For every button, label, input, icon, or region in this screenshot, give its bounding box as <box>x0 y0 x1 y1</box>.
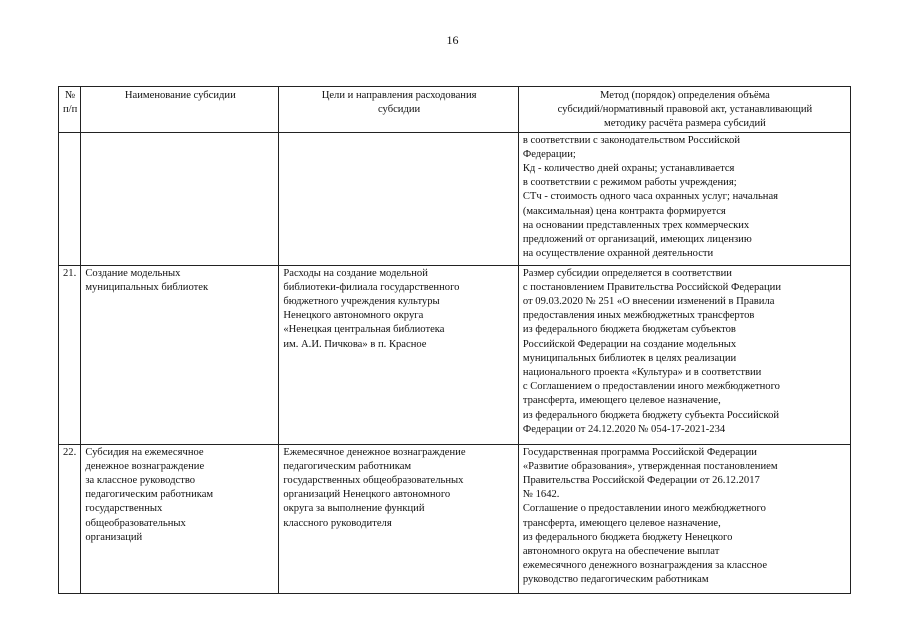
header-method: Метод (порядок) определения объёма субсидий/нормативный правовой акт, устанавливающий методику расчёта размера субсидий <box>518 87 850 133</box>
cell-goals: Расходы на создание модельной библиотеки-филиала государственного бюджетного учреждения культуры Ненецкого автономного округа «Ненецкая центральная библиотека им. А.И. Пичкова» в п. Красное <box>279 265 519 444</box>
table-row <box>59 132 851 265</box>
cell-method: в соответствии с законодательством Российской Федерации; Кд - количество дней охраны; устанавливается в соответствии с режимом работы учреждения; СТч - стоимость одного часа охранных услуг; начальная (максимальная) цена контракта формируется на основании представленных трех коммерческих предложений от организаций, имеющих лицензию на осуществление охранной деятельности <box>518 132 850 265</box>
cell-num: 21. <box>59 265 81 444</box>
subsidies-table <box>58 86 851 594</box>
cell-name <box>81 132 279 265</box>
header-num: № п/п <box>59 87 81 133</box>
cell-method: Государственная программа Российской Федерации «Развитие образования», утвержденная постановлением Правительства Российской Федерации от 26.12.2017 № 1642. Соглашение о предоставлении иного межбюджетного трансферта, имеющего целевое назначение, из федерального бюджета бюджету Ненецкого автономного округа на обеспечение выплат ежемесячного денежного вознаграждения за классное руководство педагогическим работникам <box>518 444 850 593</box>
cell-goals <box>279 132 519 265</box>
page-number: 16 <box>446 33 459 47</box>
cell-name: Субсидия на ежемесячное денежное вознаграждение за классное руководство педагогическим работникам государственных общеобразовательных организаций <box>81 444 279 593</box>
cell-num <box>59 132 81 265</box>
cell-method: Размер субсидии определяется в соответствии с постановлением Правительства Российской Федерации от 09.03.2020 № 251 «О внесении изменений в Правила предоставления иных межбюджетных трансфертов из федерального бюджета бюджетам субъектов Российской Федерации на создание модельных муниципальных библиотек в целях реализации национального проекта «Культура» и в соответствии с Соглашением о предоставлении иного межбюджетного трансферта, имеющего целевое назначение, из федерального бюджета бюджету субъекта Российской Федерации от 24.12.2020 № 054-17-2021-234 <box>518 265 850 444</box>
cell-goals: Ежемесячное денежное вознаграждение педагогическим работникам государственных общеобразовательных организаций Ненецкого автономного округа за выполнение функций классного руководителя <box>279 444 519 593</box>
header-goals: Цели и направления расходования субсидии <box>279 87 519 133</box>
cell-num: 22. <box>59 444 81 593</box>
cell-name: Создание модельных муниципальных библиотек <box>81 265 279 444</box>
table-row <box>59 444 851 593</box>
table-row <box>59 265 851 444</box>
table-header-row <box>59 87 851 133</box>
header-name: Наименование субсидии <box>81 87 279 133</box>
